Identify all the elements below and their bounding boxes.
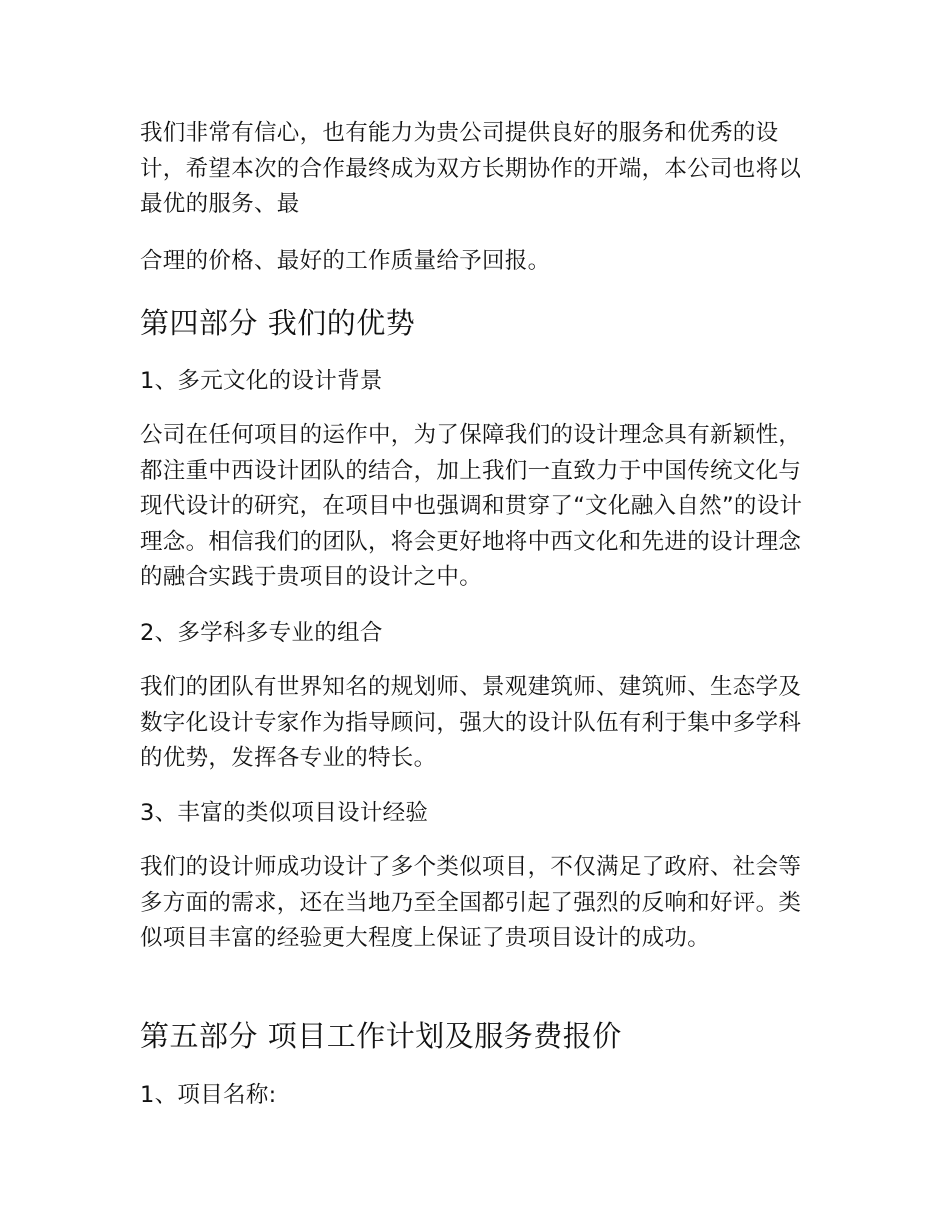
section-4-item-1-heading: 1、多元文化的设计背景 (140, 368, 383, 394)
intro-paragraph: 我们非常有信心，也有能力为贵公司提供良好的服务和优秀的设计，希望本次的合作最终成为双方长期协作的开端，本公司也将以最优的服务、最 (140, 120, 802, 217)
section-5-title: 第五部分 项目工作计划及服务费报价 (140, 1019, 622, 1053)
section-5-item-1-heading: 1、项目名称: (140, 1082, 277, 1108)
section-4-item-3-heading: 3、丰富的类似项目设计经验 (140, 800, 429, 826)
section-4-title: 第四部分 我们的优势 (140, 306, 416, 340)
section-4-item-2-body: 我们的团队有世界知名的规划师、景观建筑师、建筑师、生态学及数字化设计专家作为指导顾问，强大的设计队伍有利于集中多学科的优势，发挥各专业的特长。 (140, 674, 802, 771)
intro-paragraph-continuation: 合理的价格、最好的工作质量给予回报。 (140, 248, 551, 274)
section-4-item-1-body: 公司在任何项目的运作中，为了保障我们的设计理念具有新颖性，都注重中西设计团队的结合，加上我们一直致力于中国传统文化与现代设计的研究，在项目中也强调和贯穿了“文化融入自然”的设计理念。相信我们的团队，将会更好地将中西文化和先进的设计理念的融合实践于贵项目的设计之中。 (140, 422, 803, 590)
section-4-item-3-body: 我们的设计师成功设计了多个类似项目，不仅满足了政府、社会等多方面的需求，还在当地乃至全国都引起了强烈的反响和好评。类似项目丰富的经验更大程度上保证了贵项目设计的成功。 (140, 854, 802, 951)
section-4-item-2-heading: 2、多学科多专业的组合 (140, 620, 383, 646)
